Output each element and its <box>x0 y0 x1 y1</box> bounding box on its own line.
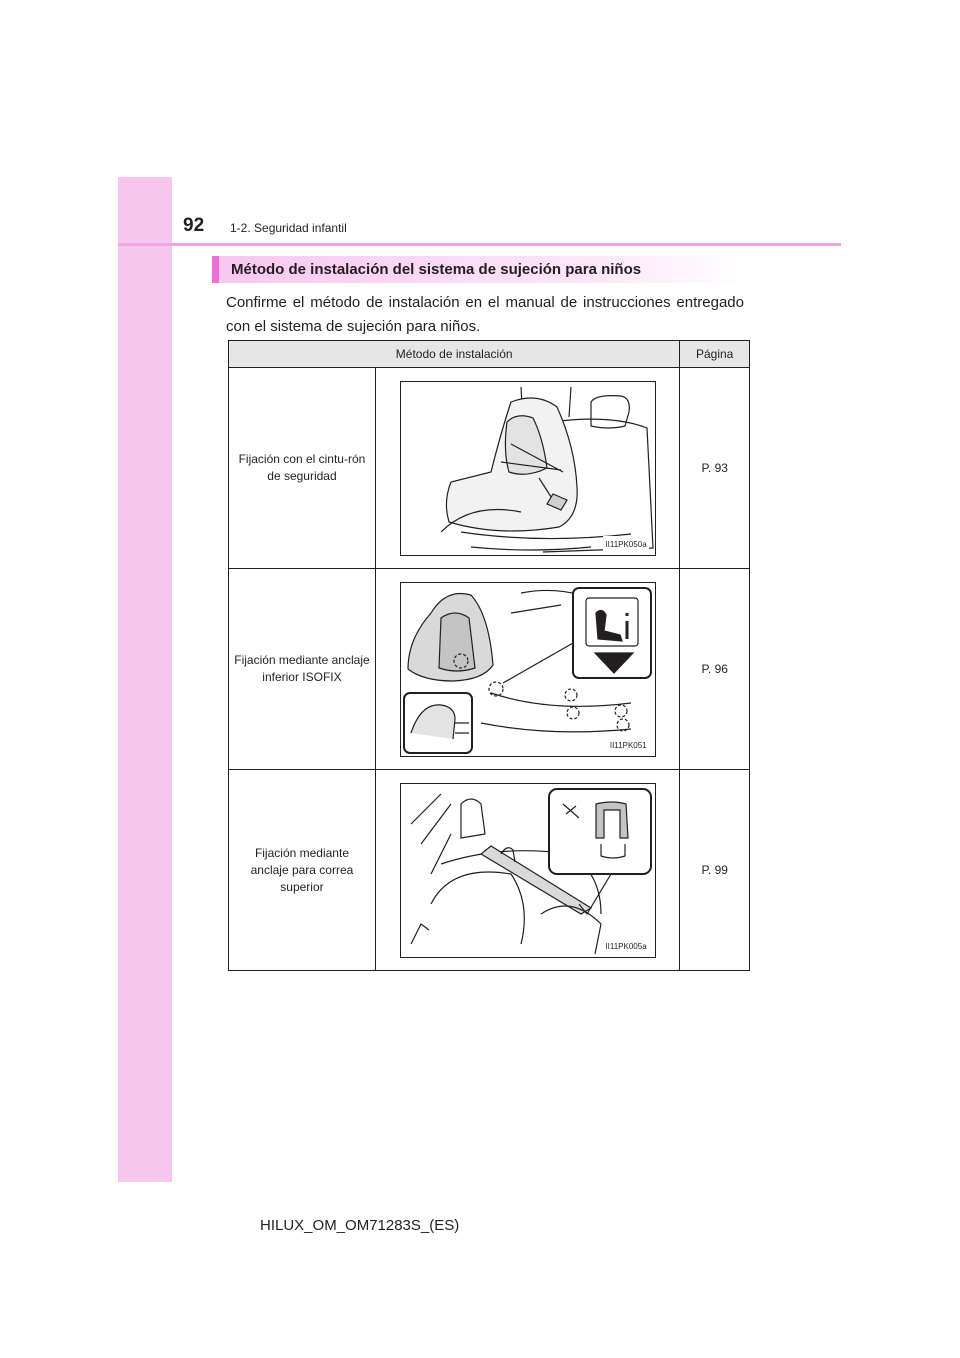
header-rule <box>118 243 841 246</box>
table-row <box>229 770 750 971</box>
top-tether-installation-illustration <box>400 783 656 958</box>
column-header-page: Página <box>680 341 750 368</box>
seatbelt-installation-illustration <box>400 381 656 556</box>
intro-paragraph: Confirme el método de instalación en el manual de instrucciones entregado con el sistema de sujeción para niños. <box>226 294 744 335</box>
page-cell: P. 96 <box>680 569 750 770</box>
method-cell <box>229 368 376 569</box>
illustration-code: II11PK050a <box>603 536 648 553</box>
section-heading-text: Método de instalación del sistema de sujeción para niños <box>231 261 642 278</box>
illustration-cell <box>375 368 679 569</box>
isofix-installation-illustration <box>400 582 656 757</box>
method-label: Fijación mediante anclaje para correa superior <box>250 845 354 894</box>
table-row <box>229 368 750 569</box>
table-row <box>229 569 750 770</box>
illustration-cell <box>375 569 679 770</box>
page-cell: P. 93 <box>680 368 750 569</box>
section-heading <box>212 256 749 283</box>
installation-methods-table <box>228 340 750 971</box>
method-cell <box>229 569 376 770</box>
illustration-code: II11PK005a <box>603 938 648 955</box>
table-header-row <box>229 341 750 368</box>
page-number: 92 <box>183 215 205 236</box>
illustration-cell <box>375 770 679 971</box>
method-label: Fijación mediante anclaje inferior ISOFIX <box>234 653 370 684</box>
page-cell: P. 99 <box>680 770 750 971</box>
illustration-code: II11PK051 <box>608 737 649 754</box>
column-header-method: Método de instalación <box>229 341 680 368</box>
footer-document-code: HILUX_OM_OM71283S_(ES) <box>260 1217 460 1234</box>
method-label: Fijación con el cintu-rón de seguridad <box>238 452 366 483</box>
section-title: 1-2. Seguridad infantil <box>230 221 347 235</box>
side-band <box>118 177 172 1182</box>
method-cell <box>229 770 376 971</box>
